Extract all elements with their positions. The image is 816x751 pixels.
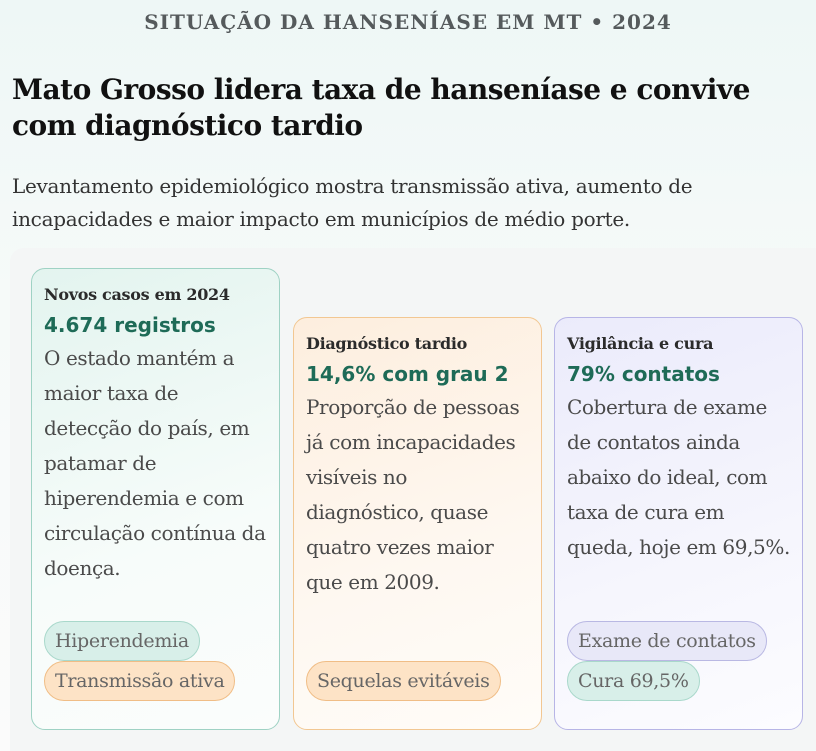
card-body: Cobertura de exame de contatos ainda abaixo do ideal, com taxa de cura em queda, hoje em 69,5%. [567, 395, 790, 559]
card-tags [306, 661, 531, 701]
tag-sequelas-evitaveis: Sequelas evitáveis [306, 661, 501, 701]
card-label: Diagnóstico tardio [306, 334, 467, 353]
card-label: Vigilância e cura [567, 334, 714, 353]
card-body: O estado mantém a maior taxa de detecção do país, em patamar de hiperendemia e com circulação contínua da doença. [44, 346, 266, 580]
card-novos-casos [31, 268, 280, 730]
kicker: SITUAÇÃO DA HANSENÍASE EM MT • 2024 [144, 10, 672, 34]
card-label: Novos casos em 2024 [44, 285, 230, 304]
card-metric: 79% contatos [567, 362, 720, 386]
tag-cura: Cura 69,5% [567, 661, 700, 701]
tag-transmissao-ativa: Transmissão ativa [44, 661, 235, 701]
card-metric: 14,6% com grau 2 [306, 362, 509, 386]
tag-exame-contatos: Exame de contatos [567, 621, 767, 661]
card-vigilancia-cura [554, 317, 803, 730]
lede: Levantamento epidemiológico mostra transmissão ativa, aumento de incapacidades e maior impacto em municípios de médio porte. [12, 174, 693, 231]
tag-hiperendemia: Hiperendemia [44, 621, 200, 661]
card-diagnostico-tardio [293, 317, 542, 730]
headline: Mato Grosso lidera taxa de hanseníase e convive com diagnóstico tardio [12, 73, 750, 142]
card-metric: 4.674 registros [44, 313, 216, 337]
card-tags [567, 621, 792, 701]
card-tags [44, 621, 269, 701]
card-body: Proporção de pessoas já com incapacidades visíveis no diagnóstico, quase quatro vezes maior que em 2009. [306, 395, 520, 594]
